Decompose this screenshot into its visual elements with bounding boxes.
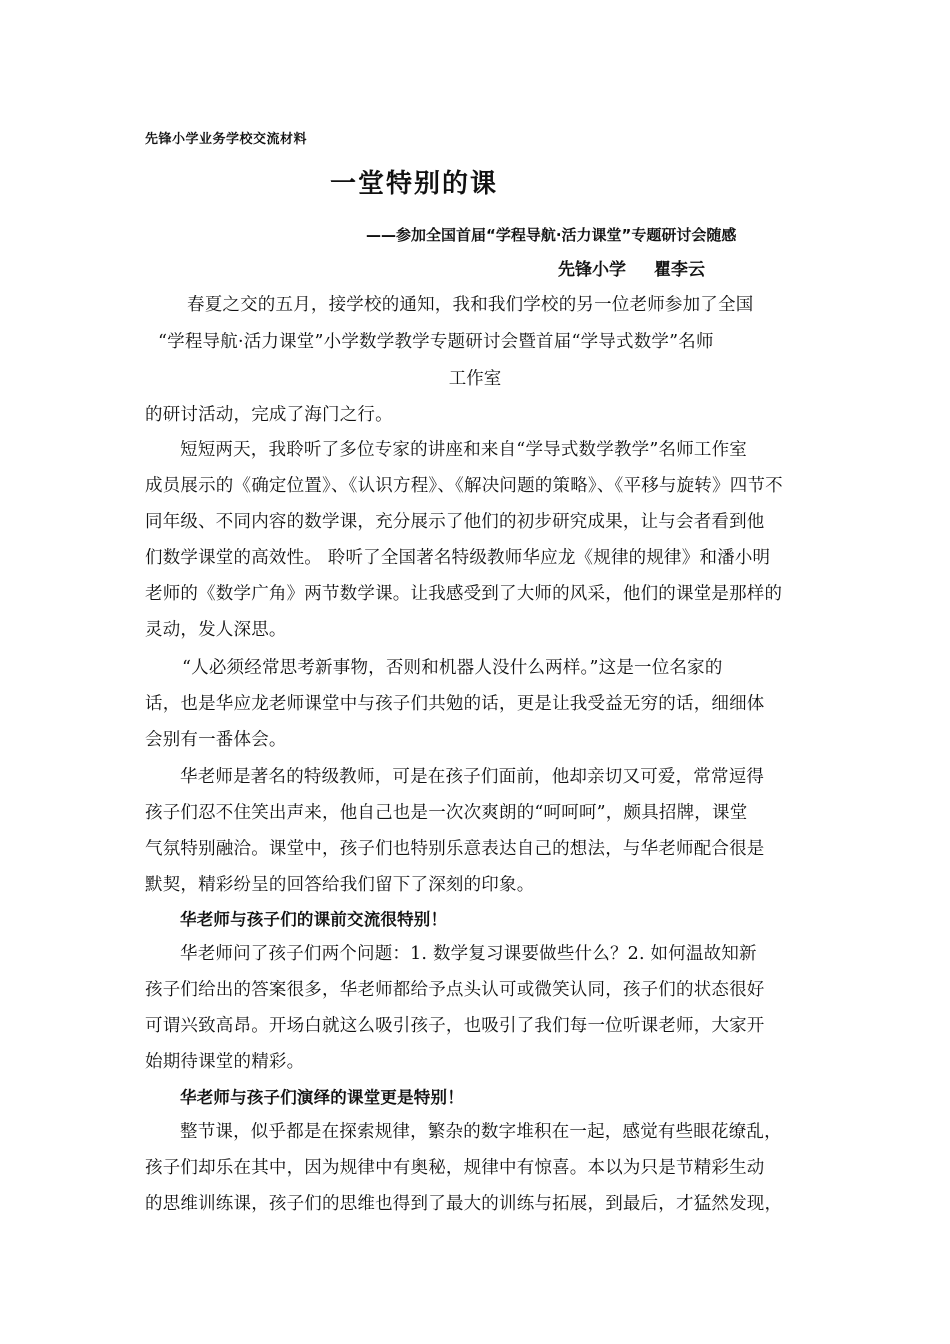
paragraph-line: 同年级、不同内容的数学课，充分展示了他们的初步研究成果，让与会者看到他 bbox=[145, 512, 765, 532]
paragraph-line: 气氛特别融洽。课堂中，孩子们也特别乐意表达自己的想法，与华老师配合很是 bbox=[145, 839, 765, 859]
paragraph-line: “学程导航·活力课堂”小学数学教学专题研讨会暨首届“学导式数学”名师 bbox=[158, 332, 714, 352]
author-school: 先锋小学 bbox=[558, 260, 626, 280]
paragraph-line: 默契，精彩纷呈的回答给我们留下了深刻的印象。 bbox=[145, 875, 535, 895]
header-note: 先锋小学业务学校交流材料 bbox=[145, 132, 308, 147]
author-line bbox=[558, 255, 705, 280]
paragraph-line: 始期待课堂的精彩。 bbox=[145, 1052, 305, 1072]
paragraph-line: 的思维训练课，孩子们的思维也得到了最大的训练与拓展，到最后，才猛然发现， bbox=[145, 1194, 783, 1214]
paragraph-line: 会别有一番体会。 bbox=[145, 730, 287, 750]
paragraph-line: 灵动，发人深思。 bbox=[145, 620, 287, 640]
paragraph-line: 的研讨活动，完成了海门之行。 bbox=[145, 405, 393, 425]
paragraph-line: 老师的《数学广角》两节数学课。让我感受到了大师的风采，他们的课堂是那样的 bbox=[145, 584, 783, 604]
paragraph-line: 孩子们给出的答案很多，华老师都给予点头认可或微笑认同，孩子们的状态很好 bbox=[145, 980, 765, 1000]
paragraph-line: 孩子们却乐在其中，因为规律中有奥秘，规律中有惊喜。本以为只是节精彩生动 bbox=[145, 1158, 765, 1178]
section-heading: 华老师与孩子们的课前交流很特别！ bbox=[180, 910, 448, 929]
paragraph-line: 整节课，似乎都是在探索规律，繁杂的数字堆积在一起，感觉有些眼花缭乱， bbox=[180, 1122, 782, 1142]
paragraph-line: 话，也是华应龙老师课堂中与孩子们共勉的话，更是让我受益无穷的话，细细体 bbox=[145, 694, 765, 714]
paragraph-line: 工作室 bbox=[448, 369, 502, 389]
paragraph-line: 华老师问了孩子们两个问题：1. 数学复习课要做些什么？2. 如何温故知新 bbox=[180, 944, 757, 964]
paragraph-line: “人必须经常思考新事物，否则和机器人没什么两样。”这是一位名家的 bbox=[182, 658, 723, 678]
paragraph-line: 春夏之交的五月，接学校的通知，我和我们学校的另一位老师参加了全国 bbox=[187, 295, 754, 315]
author-name: 瞿李云 bbox=[654, 260, 705, 280]
paragraph-line: 短短两天，我聆听了多位专家的讲座和来自“学导式数学教学”名师工作室 bbox=[180, 440, 747, 460]
subtitle: ——参加全国首届“学程导航·活力课堂”专题研讨会随感 bbox=[366, 226, 737, 244]
paragraph-line: 可谓兴致高昂。开场白就这么吸引孩子，也吸引了我们每一位听课老师，大家开 bbox=[145, 1016, 765, 1036]
paragraph-line: 华老师是著名的特级教师，可是在孩子们面前，他却亲切又可爱，常常逗得 bbox=[180, 767, 765, 787]
page-title: 一堂特别的课 bbox=[330, 169, 499, 199]
section-heading: 华老师与孩子们演绎的课堂更是特别！ bbox=[180, 1088, 464, 1107]
paragraph-line: 成员展示的《确定位置》、《认识方程》、《解决问题的策略》、《平移与旋转》四节不 bbox=[145, 476, 783, 496]
paragraph-line: 们数学课堂的高效性。 聆听了全国著名特级教师华应龙《规律的规律》和潘小明 bbox=[145, 548, 771, 568]
paragraph-line: 孩子们忍不住笑出声来，他自己也是一次次爽朗的“呵呵呵”，颇具招牌，课堂 bbox=[145, 803, 748, 823]
